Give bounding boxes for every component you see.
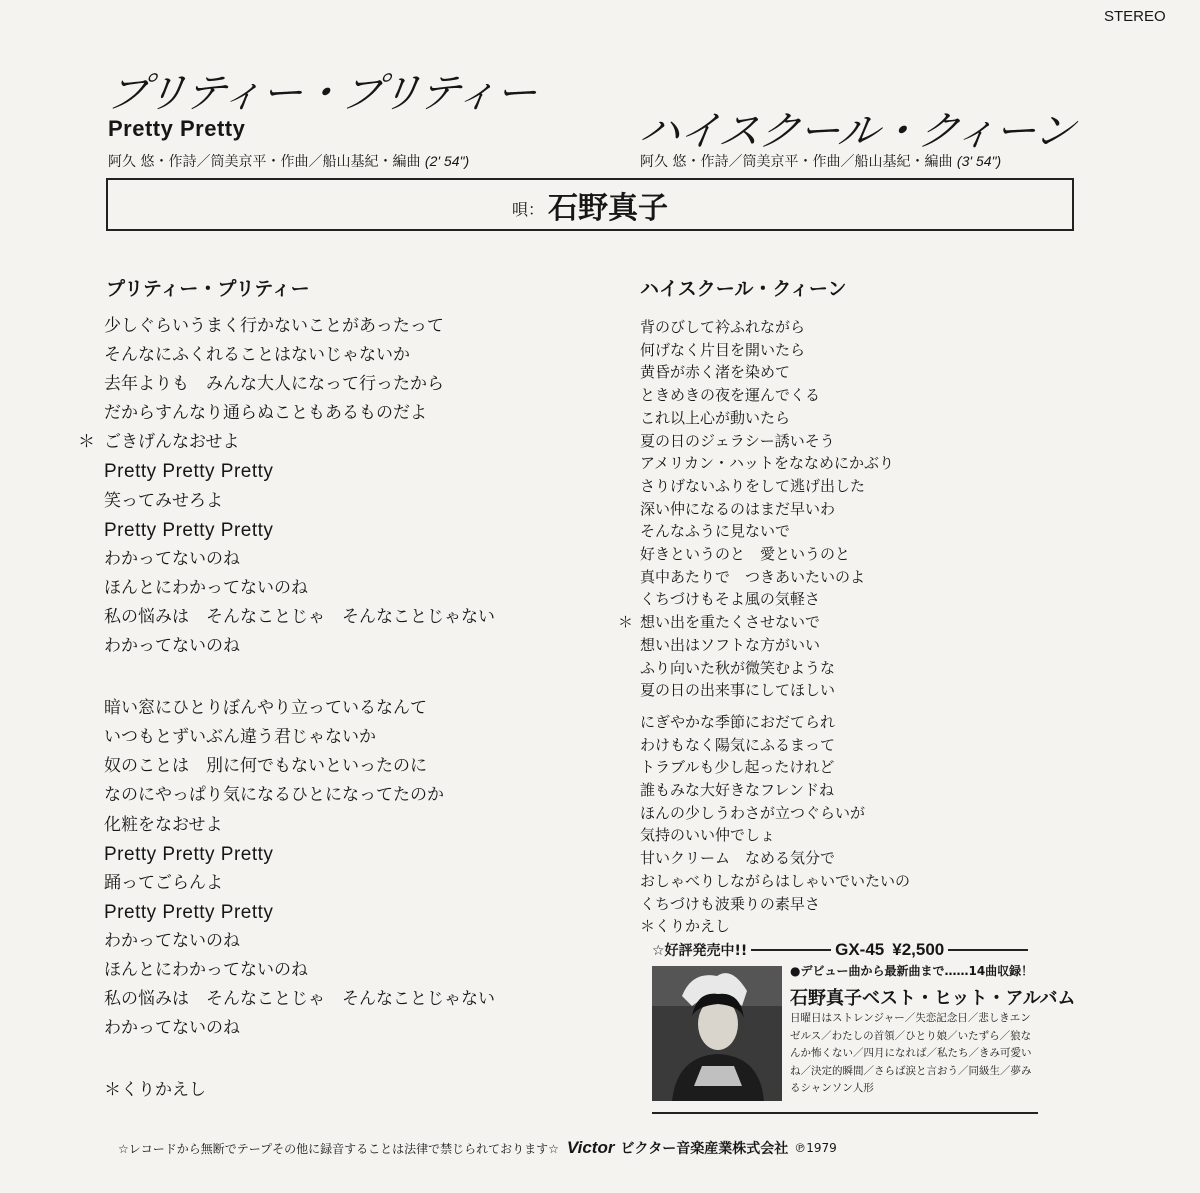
side-a-title: プリティー・プリティー: [104, 69, 540, 117]
side-a-duration: (2' 54"): [424, 153, 470, 169]
lyric-line: 笑ってみせろよ: [104, 490, 223, 511]
lyric-line: 深い仲になるのはまだ早いわ: [640, 499, 836, 518]
lyric-line: そんなふうに見ないで: [640, 522, 791, 541]
lyric-line: 化粧をなおせよ: [104, 814, 223, 835]
lyric-line: ふり向いた秋が微笑むような: [640, 658, 836, 677]
lyric-line: わかってないのね: [104, 636, 240, 657]
side-b-lyrics: [618, 316, 911, 938]
ad-price: ¥2,500: [892, 940, 945, 959]
lyric-line: さりげないふりをして逃げ出した: [640, 476, 866, 495]
refrain-mark: ＊: [618, 613, 634, 632]
ad-subtitle: ●デビュー曲から最新曲まで……14曲収録！: [790, 964, 1034, 978]
copyright-notice: ☆レコードから無断でテープその他に録音することは法律で禁じられております☆: [118, 1141, 559, 1156]
lyric-line: そんなにふくれることはないじゃないか: [104, 345, 410, 366]
ad-catalog-number: GX-45: [835, 940, 885, 959]
lyric-line: だからすんなり通らぬこともあるものだよ: [104, 403, 427, 424]
ad-heading-rule-right: [948, 949, 1028, 951]
lyric-line: 黄昏が赤く渚を染めて: [640, 363, 791, 382]
lyric-line: 想い出はソフトな方がいい: [640, 635, 821, 654]
ad-album-title: 石野真子ベスト・ヒット・アルバム: [790, 988, 1076, 1009]
lyric-line: 誰もみな大好きなフレンドね: [640, 781, 835, 800]
footer: [118, 1138, 837, 1158]
lyric-line: Pretty Pretty Pretty: [104, 901, 274, 923]
lyric-line-refrain-repeat: ＊くりかえし: [104, 1080, 206, 1101]
lyric-line: Pretty Pretty Pretty: [104, 461, 274, 483]
lyric-line: にぎやかな季節におだてられ: [640, 712, 836, 731]
lyric-line-refrain-start: ＊ ごきげんなおせよ: [104, 428, 495, 457]
side-b-credit: 阿久 悠・作詩／筒美京平・作曲／船山基紀・編曲 (3' 54"): [640, 153, 1002, 170]
lyric-line: 私の悩みは そんなことじゃ そんなことじゃない: [104, 606, 495, 627]
lyric-line: ときめきの夜を運んでくる: [640, 386, 821, 405]
lyric-line: おしゃべりしながらはしゃいでいたいの: [640, 871, 911, 890]
side-a-lyrics: [78, 312, 495, 1105]
album-ad-heading: [652, 940, 1032, 960]
ad-heading-rule: [751, 949, 831, 951]
lyric-line-refrain-repeat: ＊くりかえし: [640, 917, 731, 936]
lyric-line: くちづけも波乗りの素早さ: [640, 894, 820, 913]
lyric-line: アメリカン・ハットをななめにかぶり: [640, 454, 894, 473]
singer-name: 石野真子: [548, 190, 668, 226]
lyric-line: ほんとにわかってないのね: [104, 577, 308, 598]
singer-box: [106, 178, 1074, 231]
side-b-title: ハイスクール・クィーン: [636, 107, 1078, 155]
copyright-year: ℗1979: [794, 1141, 837, 1155]
lyric-line: ほんとにわかってないのね: [104, 959, 308, 980]
victor-logo: Victor: [566, 1138, 615, 1157]
lyric-line: 踊ってごらんよ: [104, 872, 223, 893]
side-a-title-english: Pretty Pretty: [108, 116, 246, 141]
lyric-line: ほんの少しうわさが立つぐらいが: [640, 803, 866, 822]
singer-prefix: 唄：: [511, 200, 544, 219]
lyric-line: 去年よりも みんな大人になって行ったから: [104, 374, 444, 395]
lyric-line: わかってないのね: [104, 1018, 240, 1039]
lyric-line: 気持のいい仲でしょ: [640, 826, 776, 845]
lyric-line: Pretty Pretty Pretty: [104, 843, 274, 865]
ad-track-list: 日曜日はストレンジャー／失恋記念日／悲しきエンゼルス／わたしの首領／ひとり娘／いたずら／狼なんか怖くない／四月になれば／私たち／きみ可愛いね／決定的瞬間／さらば涙と言おう／同級生／夢みるシャンソン人形: [790, 1012, 1032, 1095]
company-name: ビクター音楽産業株式会社: [620, 1141, 789, 1157]
lyric-line: わかってないのね: [104, 930, 240, 951]
ad-bottom-rule: [652, 1112, 1038, 1114]
lyric-line: くちづけもそよ風の気軽さ: [640, 590, 820, 609]
stereo-label: STEREO: [1104, 8, 1166, 25]
refrain-mark: ＊: [78, 432, 95, 453]
lyric-line: 少しぐらいうまく行かないことがあったって: [104, 316, 444, 336]
lyric-line: 好きというのと 愛というのと: [640, 545, 851, 564]
album-photo: [652, 966, 782, 1101]
lyric-line: 甘いクリーム なめる気分で: [640, 849, 836, 868]
lyric-line: 背のびして衿ふれながら: [640, 318, 806, 336]
lyric-line: 夏の日の出来事にしてほしい: [640, 681, 836, 700]
ad-heading-text: ☆好評発売中!!: [652, 943, 748, 959]
lyric-line: トラブルも少し起ったけれど: [640, 758, 835, 777]
lyric-line: 暗い窓にひとりぼんやり立っているなんて: [104, 698, 427, 719]
lyric-line: 奴のことは 別に何でもないといったのに: [104, 756, 427, 777]
lyric-line: 私の悩みは そんなことじゃ そんなことじゃない: [104, 989, 495, 1010]
lyric-line: わかってないのね: [104, 548, 240, 569]
side-b-duration: (3' 54"): [956, 153, 1002, 169]
side-b-lyrics-title: ハイスクール・クィーン: [640, 278, 847, 300]
lyric-line: Pretty Pretty Pretty: [104, 519, 274, 541]
lyric-line: 真中あたりで つきあいたいのよ: [640, 567, 866, 586]
lyric-line: いつもとずいぶん違う君じゃないか: [104, 727, 376, 748]
side-a-lyrics-title: プリティー・プリティー: [106, 278, 310, 300]
lyric-line: わけもなく陽気にふるまって: [640, 735, 836, 754]
side-a-credit: 阿久 悠・作詩／筒美京平・作曲／船山基紀・編曲 (2' 54"): [108, 153, 470, 170]
lyric-line: なのにやっぱり気になるひとになってたのか: [104, 785, 444, 806]
lyric-line-refrain-start: ＊ 想い出を重たくさせないで: [640, 611, 910, 634]
lyric-line: 何げなく片目を開いたら: [640, 340, 806, 359]
lyric-line: 夏の日のジェラシー誘いそう: [640, 431, 835, 450]
lyric-line: これ以上心が動いたら: [640, 408, 791, 427]
